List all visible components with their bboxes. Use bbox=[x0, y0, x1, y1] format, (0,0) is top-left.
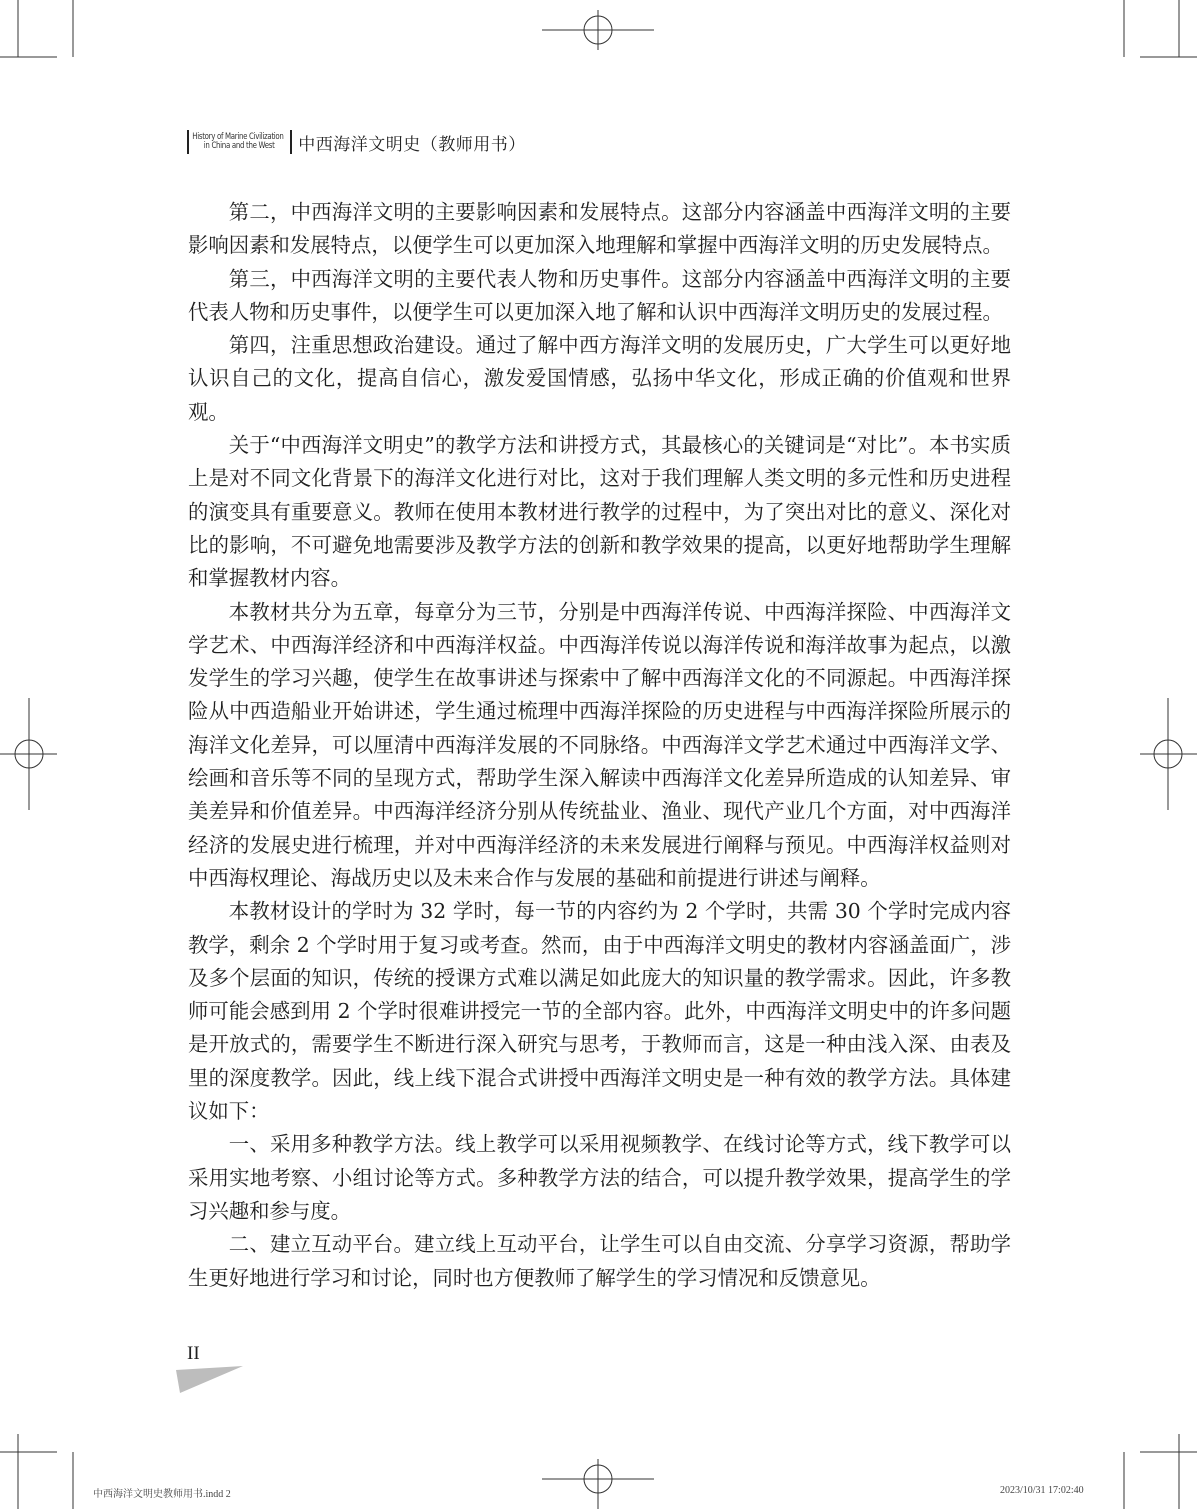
running-head bbox=[187, 129, 526, 155]
running-head-english-line1: History of Marine Civilization bbox=[192, 132, 284, 142]
paragraph-suggestion-2: 二、建立互动平台。建立线上互动平台，让学生可以自由交流、分享学习资源，帮助学生更好地进行学习和讨论，同时也方便教师了解学生的学习情况和反馈意见。 bbox=[188, 1232, 1011, 1290]
registration-mark-bottom bbox=[542, 1459, 654, 1509]
folio-wedge-ornament bbox=[176, 1366, 243, 1393]
body-text bbox=[188, 196, 1011, 1295]
paragraph-class-hours: 本教材设计的学时为 32 学时，每一节的内容约为 2 个学时，共需 30 个学时完成内容教学，剩余 2 个学时用于复习或考查。然而，由于中西海洋文明史的教材内容涵盖面广，涉及多个层面的知识，传统的授课方式难以满足如此庞大的知识量的教学需求。因此，许多教师可能会感到用 2 个学时很难讲授完一节的全部内容。此外，中西海洋文明史中的许多问题是开放式的，需要学生不断进行深入研究与思考，于教师而言，这是一种由浅入深、由表及里的深度教学。因此，线上线下混合式讲授中西海洋文明史是一种有效的教学方法。具体建议如下： bbox=[188, 899, 1011, 1124]
slug-timestamp: 2023/10/31 17:02:40 bbox=[1000, 1485, 1084, 1496]
running-head-chinese-title: 中西海洋文明史（教师用书） bbox=[298, 134, 526, 155]
paragraph-suggestion-1: 一、采用多种教学方法。线上教学可以采用视频教学、在线讨论等方式，线下教学可以采用实地考察、小组讨论等方式。多种教学方法的结合，可以提升教学效果，提高学生的学习兴趣和参与度。 bbox=[188, 1132, 1011, 1223]
paragraph-figures-events: 第三，中西海洋文明的主要代表人物和历史事件。这部分内容涵盖中西海洋文明的主要代表人物和历史事件，以便学生可以更加深入地了解和认识中西海洋文明历史的发展过程。 bbox=[188, 266, 1011, 324]
running-head-english-line2: in China and the West bbox=[203, 141, 275, 151]
paragraph-teaching-method: 关于“中西海洋文明史”的教学方法和讲授方式，其最核心的关键词是“对比”。本书实质上是对不同文化背景下的海洋文化进行对比，这对于我们理解人类文明的多元性和历史进程的演变具有重要意义。教师在使用本教材进行教学的过程中，为了突出对比的意义、深化对比的影响，不可避免地需要涉及教学方法的创新和教学效果的提高，以更好地帮助学生理解和掌握教材内容。 bbox=[188, 433, 1011, 591]
running-head-english-title bbox=[189, 133, 287, 151]
slug-file-name: 中西海洋文明史教师用书.indd 2 bbox=[93, 1489, 231, 1500]
paragraph-chapters: 本教材共分为五章，每章分为三节，分别是中西海洋传说、中西海洋探险、中西海洋文学艺术、中西海洋经济和中西海洋权益。中西海洋传说以海洋传说和海洋故事为起点，以激发学生的学习兴趣，使学生在故事讲述与探索中了解中西海洋文化的不同源起。中西海洋探险从中西造船业开始讲述，学生通过梳理中西海洋探险的历史进程与中西海洋探险所展示的海洋文化差异，可以厘清中西海洋发展的不同脉络。中西海洋文学艺术通过中西海洋文学、绘画和音乐等不同的呈现方式，帮助学生深入解读中西海洋文化差异所造成的认知差异、审美差异和价值差异。中西海洋经济分别从传统盐业、渔业、现代产业几个方面，对中西海洋经济的发展史进行梳理，并对中西海洋经济的未来发展进行阐释与预见。中西海洋权益则对中西海权理论、海战历史以及未来合作与发展的基础和前提进行讲述与阐释。 bbox=[188, 599, 1011, 890]
paragraph-ideology: 第四，注重思想政治建设。通过了解中西方海洋文明的发展历史，广大学生可以更好地认识自己的文化，提高自信心，激发爱国情感，弘扬中华文化，形成正确的价值观和世界观。 bbox=[188, 333, 1011, 424]
page-number: II bbox=[187, 1343, 200, 1364]
paragraph-factors: 第二，中西海洋文明的主要影响因素和发展特点。这部分内容涵盖中西海洋文明的主要影响因素和发展特点，以便学生可以更加深入地理解和掌握中西海洋文明的历史发展特点。 bbox=[188, 200, 1011, 258]
registration-mark-right bbox=[1140, 698, 1197, 810]
registration-mark-top bbox=[542, 10, 654, 50]
registration-mark-left bbox=[0, 698, 57, 810]
